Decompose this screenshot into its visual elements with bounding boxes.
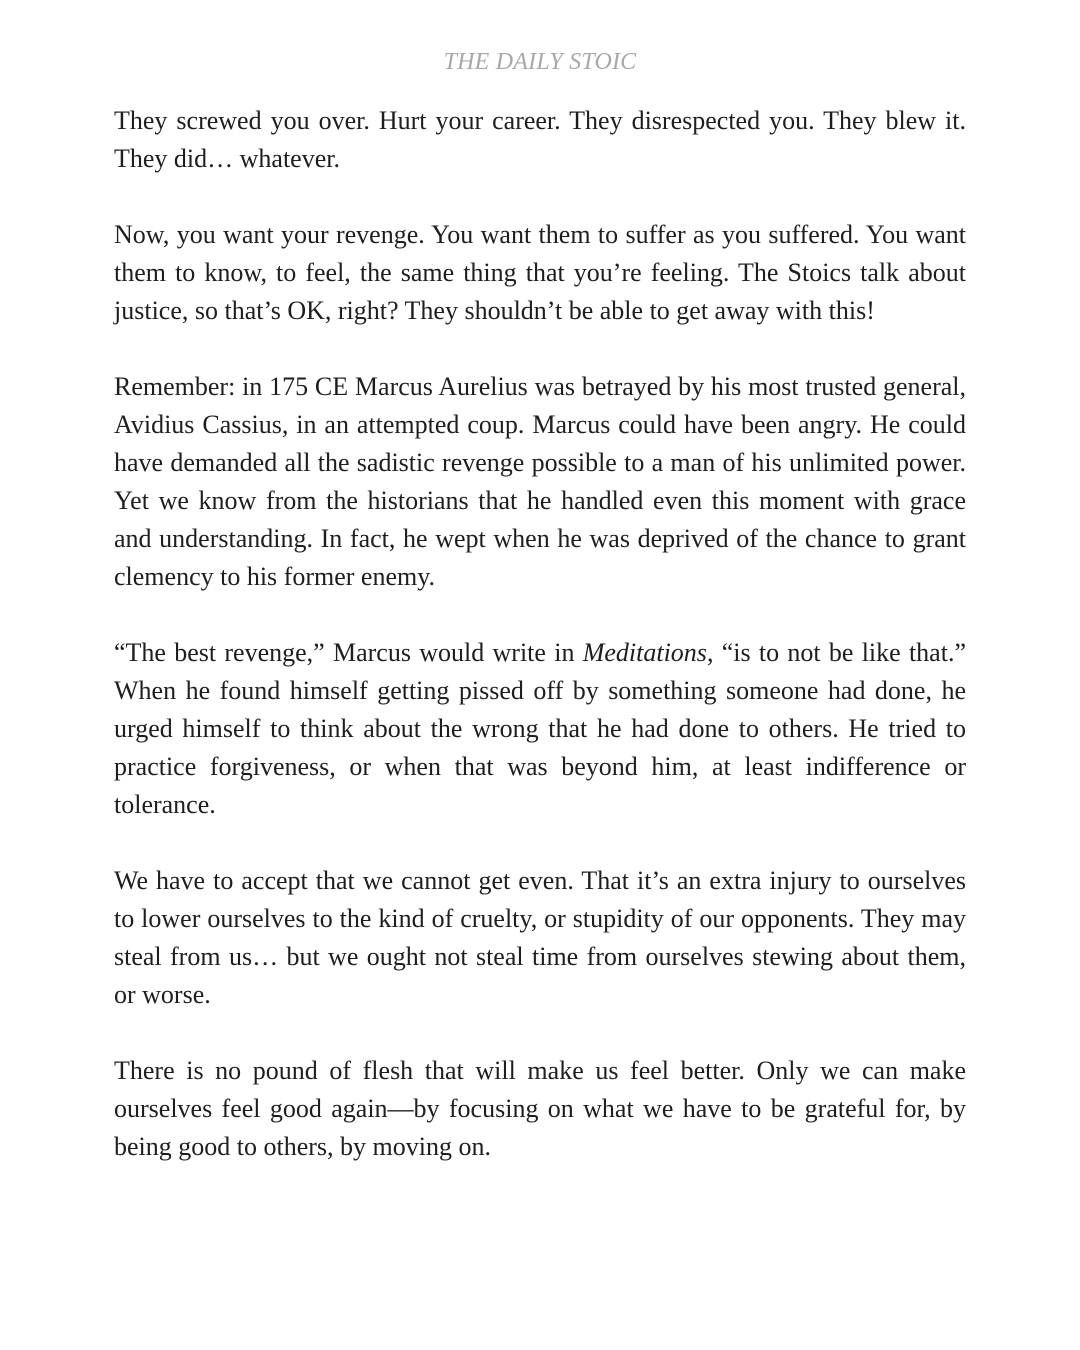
paragraph-4-intro: “The best revenge,” Marcus would write in (114, 638, 583, 667)
paragraph-6: There is no pound of flesh that will make us feel better. Only we can make ourselves feel good again—by focusing on what we have to be grateful for, by being good to others, by moving on. (114, 1056, 966, 1161)
page-header-title: THE DAILY STOIC (443, 49, 637, 75)
paragraph-5: We have to accept that we cannot get even. That it’s an extra injury to ourselves to lower ourselves to the kind of cruelty, or stupidity of our opponents. They may steal from us… but we ought not steal time from ourselves stewing about them, or worse. (114, 866, 966, 1009)
paragraph-4 (114, 634, 966, 824)
book-title-meditations: Meditations (582, 638, 707, 667)
paragraph-1: They screwed you over. Hurt your career. They disrespected you. They blew it. They did… whatever. (114, 106, 966, 173)
paragraph-2: Now, you want your revenge. You want them to suffer as you suffered. You want them to know, to feel, the same thing that you’re feeling. The Stoics talk about justice, so that’s OK, right? They shouldn’t be able to get away with this! (114, 220, 966, 325)
article-body (114, 102, 966, 1166)
paragraph-4-rest: , “is to not be like that.” When he found himself getting pissed off by something someone had done, he urged himself to think about the wrong that he had done to others. He tried to practice forgiveness, or when that was beyond him, at least indifference or tolerance. (114, 638, 966, 819)
paragraph-3: Remember: in 175 CE Marcus Aurelius was betrayed by his most trusted general, Avidius Cassius, in an attempted coup. Marcus could have been angry. He could have demanded all the sadistic revenge possible to a man of his unlimited power. Yet we know from the historians that he handled even this moment with grace and understanding. In fact, he wept when he was deprived of the chance to grant clemency to his former enemy. (114, 372, 966, 591)
